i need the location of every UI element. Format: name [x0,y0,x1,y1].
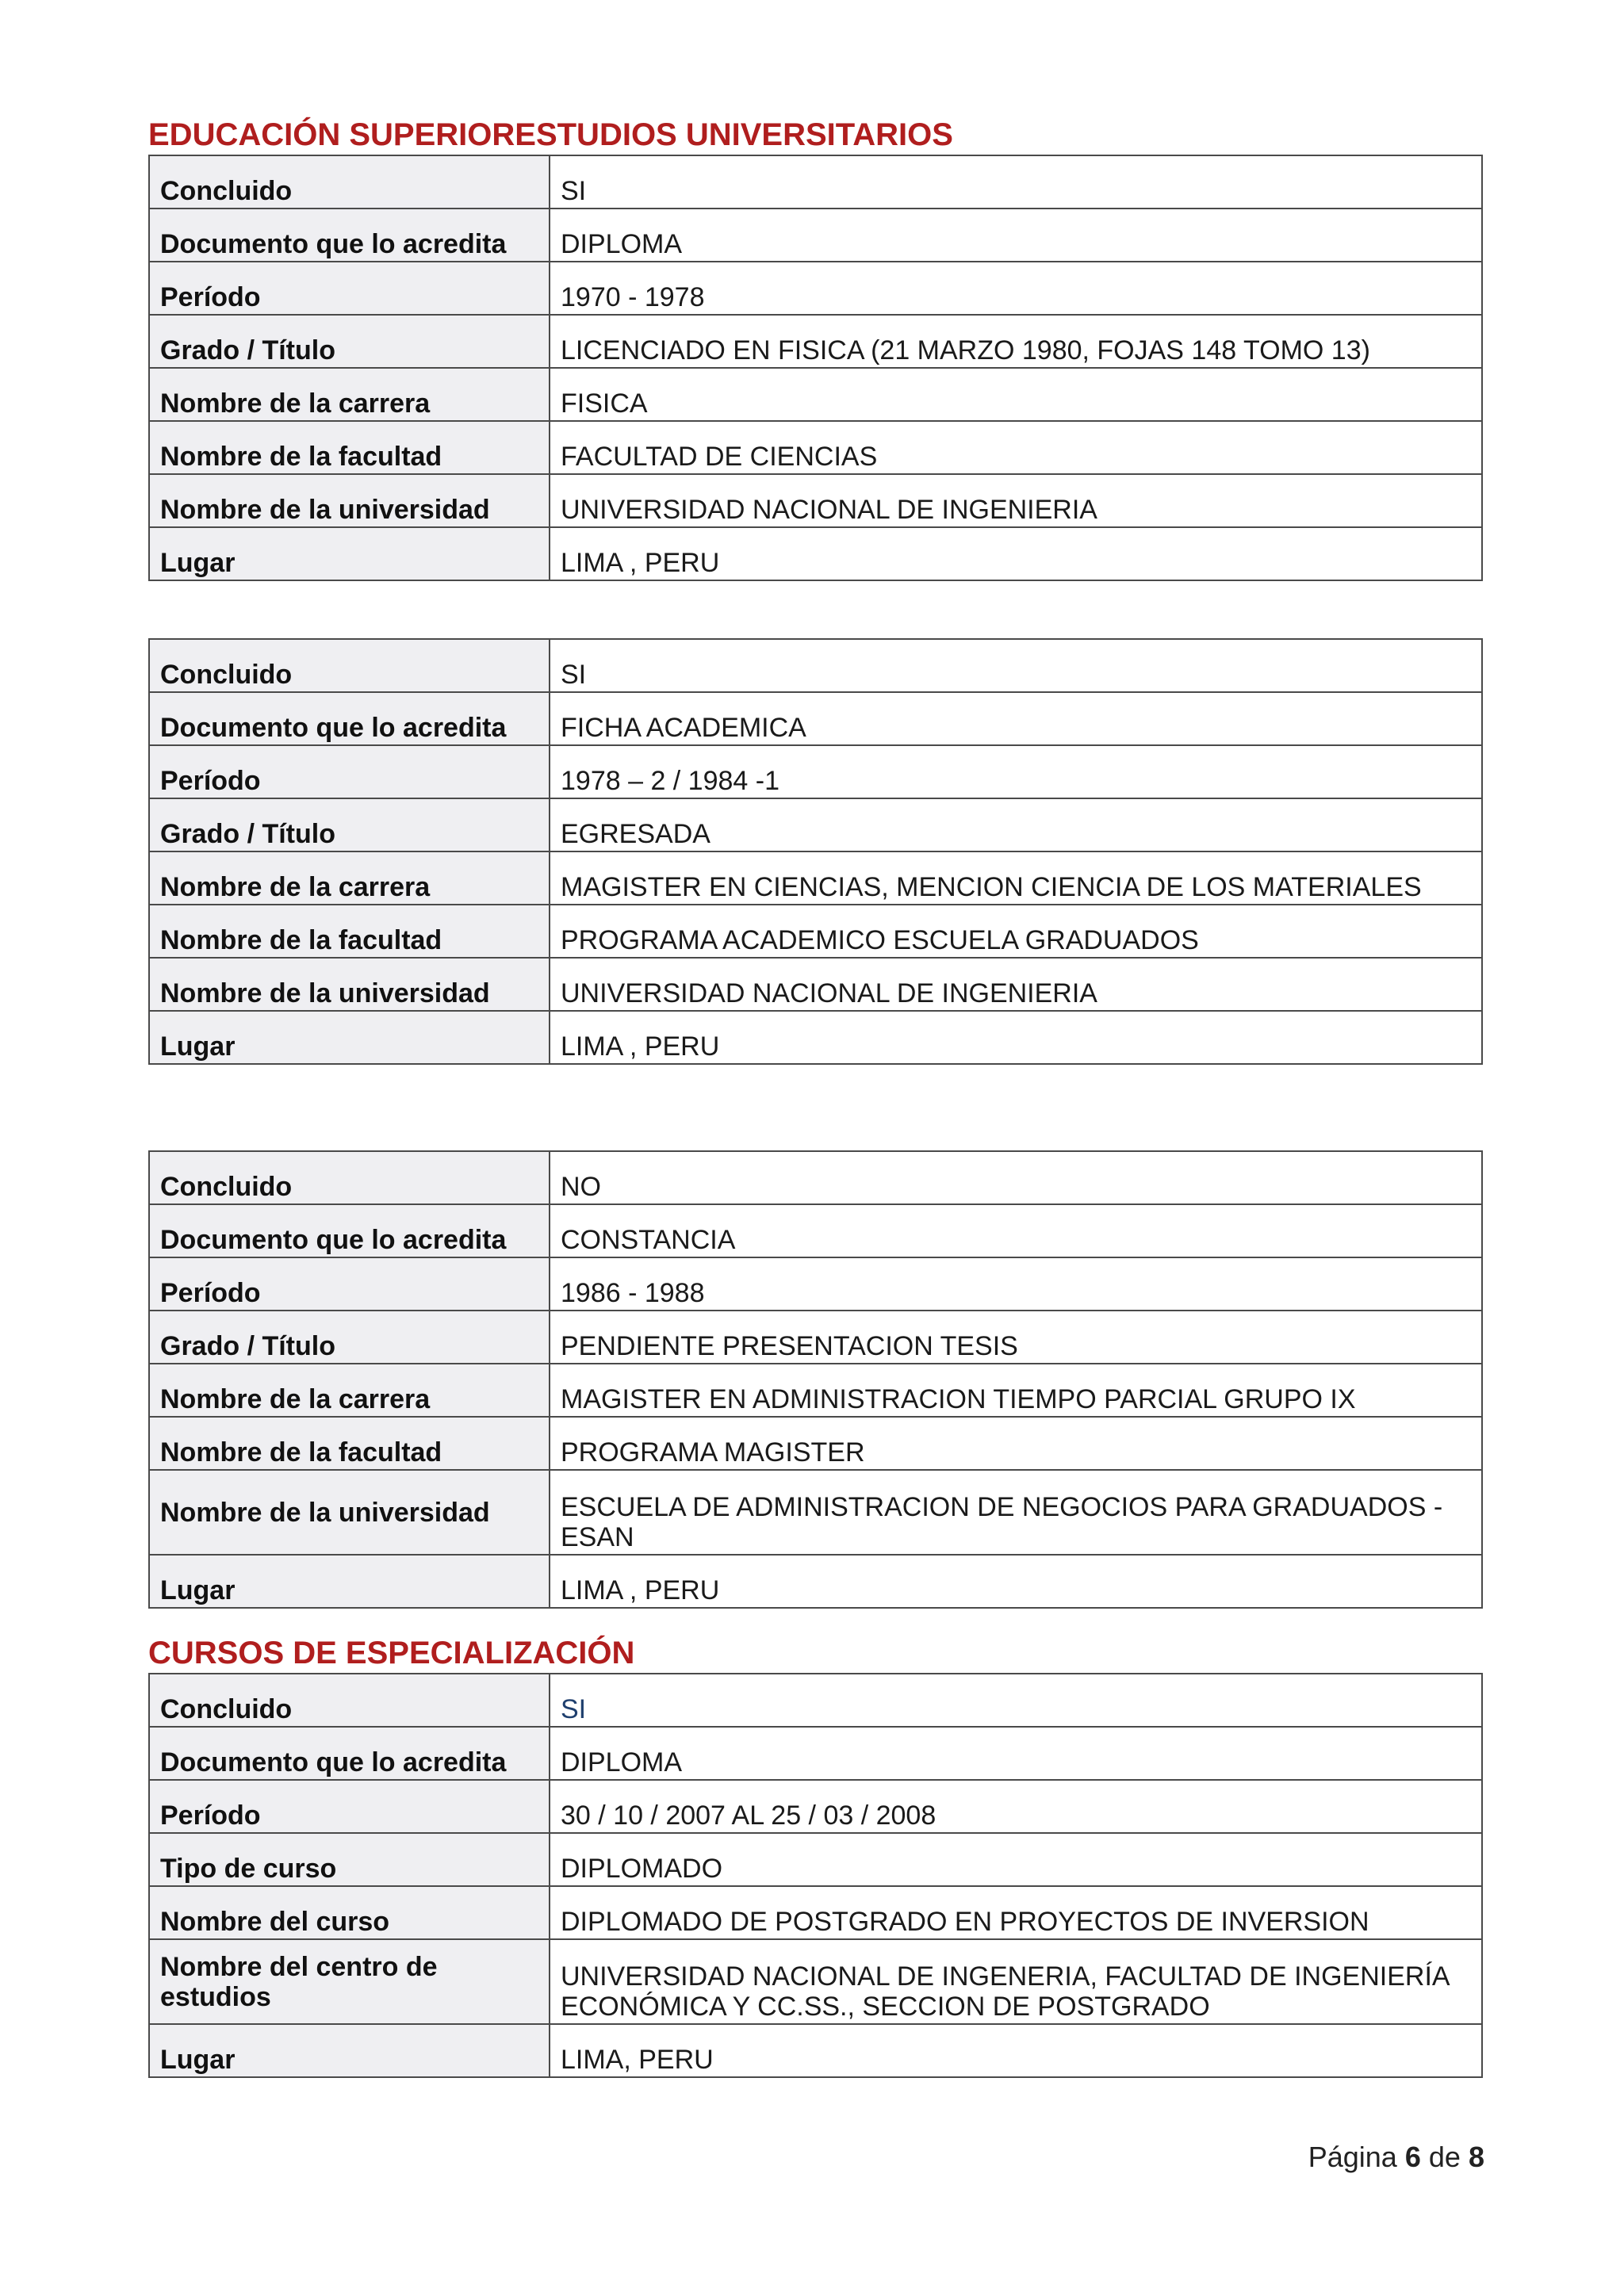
table-row [149,368,1482,421]
table-row [149,315,1482,368]
field-label: Período [149,1780,550,1833]
table-row [149,1151,1482,1204]
field-value: 1978 – 2 / 1984 -1 [550,745,1482,798]
field-value: FISICA [550,368,1482,421]
field-label: Nombre del centro de estudios [149,1939,550,2024]
education-record-1 [148,155,1483,581]
page-separator: de [1428,2141,1461,2173]
field-label: Lugar [149,2024,550,2077]
field-label: Nombre de la carrera [149,1364,550,1417]
total-pages-number: 8 [1468,2141,1484,2173]
field-label: Nombre de la facultad [149,1417,550,1470]
table-row [149,958,1482,1011]
table-row [149,1674,1482,1727]
field-label: Nombre de la facultad [149,421,550,474]
field-value: LIMA , PERU [550,527,1482,580]
page-label: Página [1308,2141,1397,2173]
field-label: Nombre del curso [149,1886,550,1939]
table-row [149,1555,1482,1608]
table-row [149,905,1482,958]
table-row [149,262,1482,315]
table-row [149,2024,1482,2077]
course-record-1 [148,1673,1483,2078]
table-row [149,745,1482,798]
field-label: Tipo de curso [149,1833,550,1886]
table-row [149,1011,1482,1064]
field-value: LIMA, PERU [550,2024,1482,2077]
field-value: UNIVERSIDAD NACIONAL DE INGENIERIA [550,958,1482,1011]
field-value: DIPLOMA [550,209,1482,262]
table-row [149,1470,1482,1555]
field-value: MAGISTER EN CIENCIAS, MENCION CIENCIA DE LOS MATERIALES [550,851,1482,905]
field-label: Documento que lo acredita [149,692,550,745]
table-row [149,1727,1482,1780]
education-record-3 [148,1150,1483,1609]
education-record-2 [148,638,1483,1065]
field-label: Lugar [149,527,550,580]
field-label: Nombre de la universidad [149,1470,550,1555]
table-row [149,692,1482,745]
table-row [149,421,1482,474]
table-row [149,851,1482,905]
field-value: SI [550,155,1482,209]
table-row [149,1257,1482,1311]
field-value: LIMA , PERU [550,1555,1482,1608]
field-value: EGRESADA [550,798,1482,851]
field-label: Período [149,1257,550,1311]
field-label: Lugar [149,1555,550,1608]
field-value: LIMA , PERU [550,1011,1482,1064]
field-label: Documento que lo acredita [149,1204,550,1257]
field-value: PENDIENTE PRESENTACION TESIS [550,1311,1482,1364]
field-value: LICENCIADO EN FISICA (21 MARZO 1980, FOJAS 148 TOMO 13) [550,315,1482,368]
table-row [149,798,1482,851]
field-value: 30 / 10 / 2007 AL 25 / 03 / 2008 [550,1780,1482,1833]
table-row [149,1833,1482,1886]
field-label: Concluido [149,639,550,692]
current-page-number: 6 [1404,2141,1421,2173]
field-label: Concluido [149,155,550,209]
field-value: PROGRAMA MAGISTER [550,1417,1482,1470]
field-value: UNIVERSIDAD NACIONAL DE INGENERIA, FACULTAD DE INGENIERÍA ECONÓMICA Y CC.SS., SECCION DE POSTGRADO [550,1939,1482,2024]
table-row [149,474,1482,527]
field-value: ESCUELA DE ADMINISTRACION DE NEGOCIOS PARA GRADUADOS - ESAN [550,1470,1482,1555]
field-value: 1986 - 1988 [550,1257,1482,1311]
field-label: Período [149,262,550,315]
field-value: NO [550,1151,1482,1204]
table-row [149,1780,1482,1833]
field-value: DIPLOMA [550,1727,1482,1780]
field-label: Concluido [149,1674,550,1727]
table-row [149,1886,1482,1939]
field-value: SI [550,1674,1482,1727]
field-label: Período [149,745,550,798]
table-row [149,1204,1482,1257]
field-label: Nombre de la facultad [149,905,550,958]
field-label: Nombre de la universidad [149,474,550,527]
section-title-courses: CURSOS DE ESPECIALIZACIÓN [148,1636,635,1670]
table-row [149,1417,1482,1470]
field-value: PROGRAMA ACADEMICO ESCUELA GRADUADOS [550,905,1482,958]
field-value: 1970 - 1978 [550,262,1482,315]
field-value: MAGISTER EN ADMINISTRACION TIEMPO PARCIAL GRUPO IX [550,1364,1482,1417]
field-label: Grado / Título [149,315,550,368]
field-label: Nombre de la carrera [149,368,550,421]
field-label: Grado / Título [149,1311,550,1364]
table-row [149,639,1482,692]
section-title-education: EDUCACIÓN SUPERIORESTUDIOS UNIVERSITARIOS [148,117,953,152]
table-row [149,527,1482,580]
field-value: CONSTANCIA [550,1204,1482,1257]
field-value: FICHA ACADEMICA [550,692,1482,745]
field-value: UNIVERSIDAD NACIONAL DE INGENIERIA [550,474,1482,527]
table-row [149,1311,1482,1364]
field-label: Concluido [149,1151,550,1204]
field-label: Grado / Título [149,798,550,851]
field-label: Nombre de la carrera [149,851,550,905]
table-row [149,1364,1482,1417]
field-label: Lugar [149,1011,550,1064]
page-number [1308,2141,1484,2174]
field-value: SI [550,639,1482,692]
table-row [149,155,1482,209]
field-label: Documento que lo acredita [149,1727,550,1780]
field-value: DIPLOMADO DE POSTGRADO EN PROYECTOS DE INVERSION [550,1886,1482,1939]
field-value: DIPLOMADO [550,1833,1482,1886]
table-row [149,1939,1482,2024]
table-row [149,209,1482,262]
field-label: Nombre de la universidad [149,958,550,1011]
field-label: Documento que lo acredita [149,209,550,262]
field-value: FACULTAD DE CIENCIAS [550,421,1482,474]
